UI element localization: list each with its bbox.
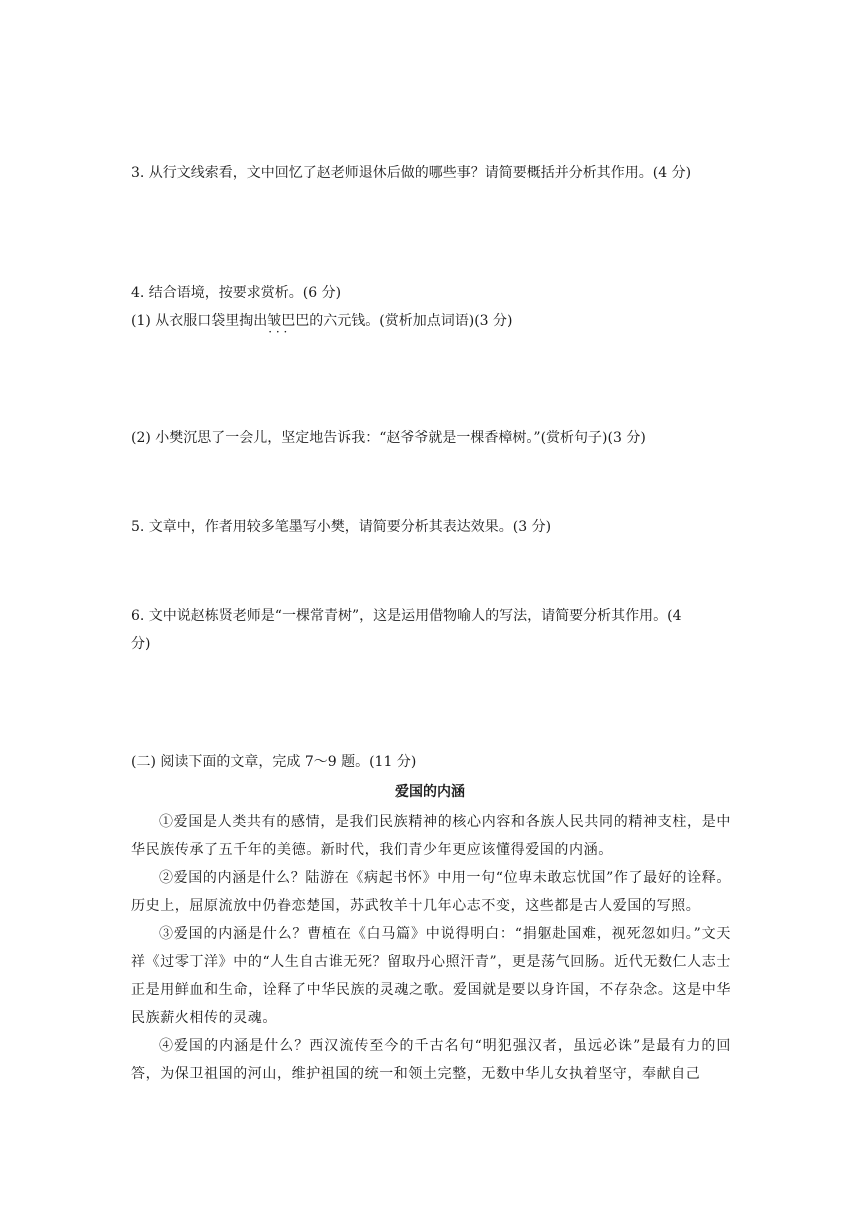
question-5: 5. 文章中，作者用较多笔墨写小樊，请简要分析其表达效果。(3 分): [131, 519, 552, 535]
question-4: 4. 结合语境，按要求赏析。(6 分): [131, 285, 342, 301]
article-title: 爱国的内涵: [395, 784, 465, 800]
question-6-line-2: 分): [131, 636, 151, 652]
question-4-2: (2) 小樊沉思了一会儿，坚定地告诉我：“赵爷爷就是一棵香樟树。”(赏析句子)(3 分): [131, 430, 646, 446]
question-4-1: [131, 311, 513, 331]
article-paragraph-4: ④爱国的内涵是什么？西汉流传至今的千古名句“明犯强汉者，虽远必诛”是最有力的回答，为保卫祖国的河山，维护祖国的统一和领土完整，无数中华儿女执着坚守，奉献自己: [131, 1038, 731, 1082]
article-paragraph-2: ②爱国的内涵是什么？陆游在《病起书怀》中用一句“位卑未敢忘忧国”作了最好的诠释。历史上，屈原流放中仍眷恋楚国，苏武牧羊十几年心志不变，这些都是古人爱国的写照。: [131, 870, 731, 914]
question-4-1-before: (1) 从衣服口袋里掏出: [131, 313, 268, 329]
article-paragraph-1: ①爱国是人类共有的感情，是我们民族精神的核心内容和各族人民共同的精神支柱，是中华民族传承了五千年的美德。新时代，我们青少年更应该懂得爱国的内涵。: [131, 814, 731, 858]
question-3: 3. 从行文线索看，文中回忆了赵老师退休后做的哪些事？请简要概括并分析其作用。(4 分): [131, 165, 692, 181]
dotted-word: 皱巴巴 · · ·: [267, 313, 309, 329]
article-paragraph-3: ③爱国的内涵是什么？曹植在《白马篇》中说得明白：“捐躯赴国难，视死忽如归。”文天祥《过零丁洋》中的“人生自古谁无死？留取丹心照汗青”，更是荡气回肠。近代无数仁人志士正是用鲜血和生命，诠释了中华民族的灵魂之歌。爱国就是要以身许国，不存杂念。这是中华民族薪火相传的灵魂。: [131, 926, 731, 1026]
question-6-line-1: 6. 文中说赵栋贤老师是“一棵常青树”，这是运用借物喻人的写法，请简要分析其作用。(4: [131, 608, 682, 624]
section-2-heading: (二) 阅读下面的文章，完成 7～9 题。(11 分): [131, 754, 417, 770]
question-4-1-after: 的六元钱。(赏析加点词语)(3 分): [309, 313, 513, 329]
